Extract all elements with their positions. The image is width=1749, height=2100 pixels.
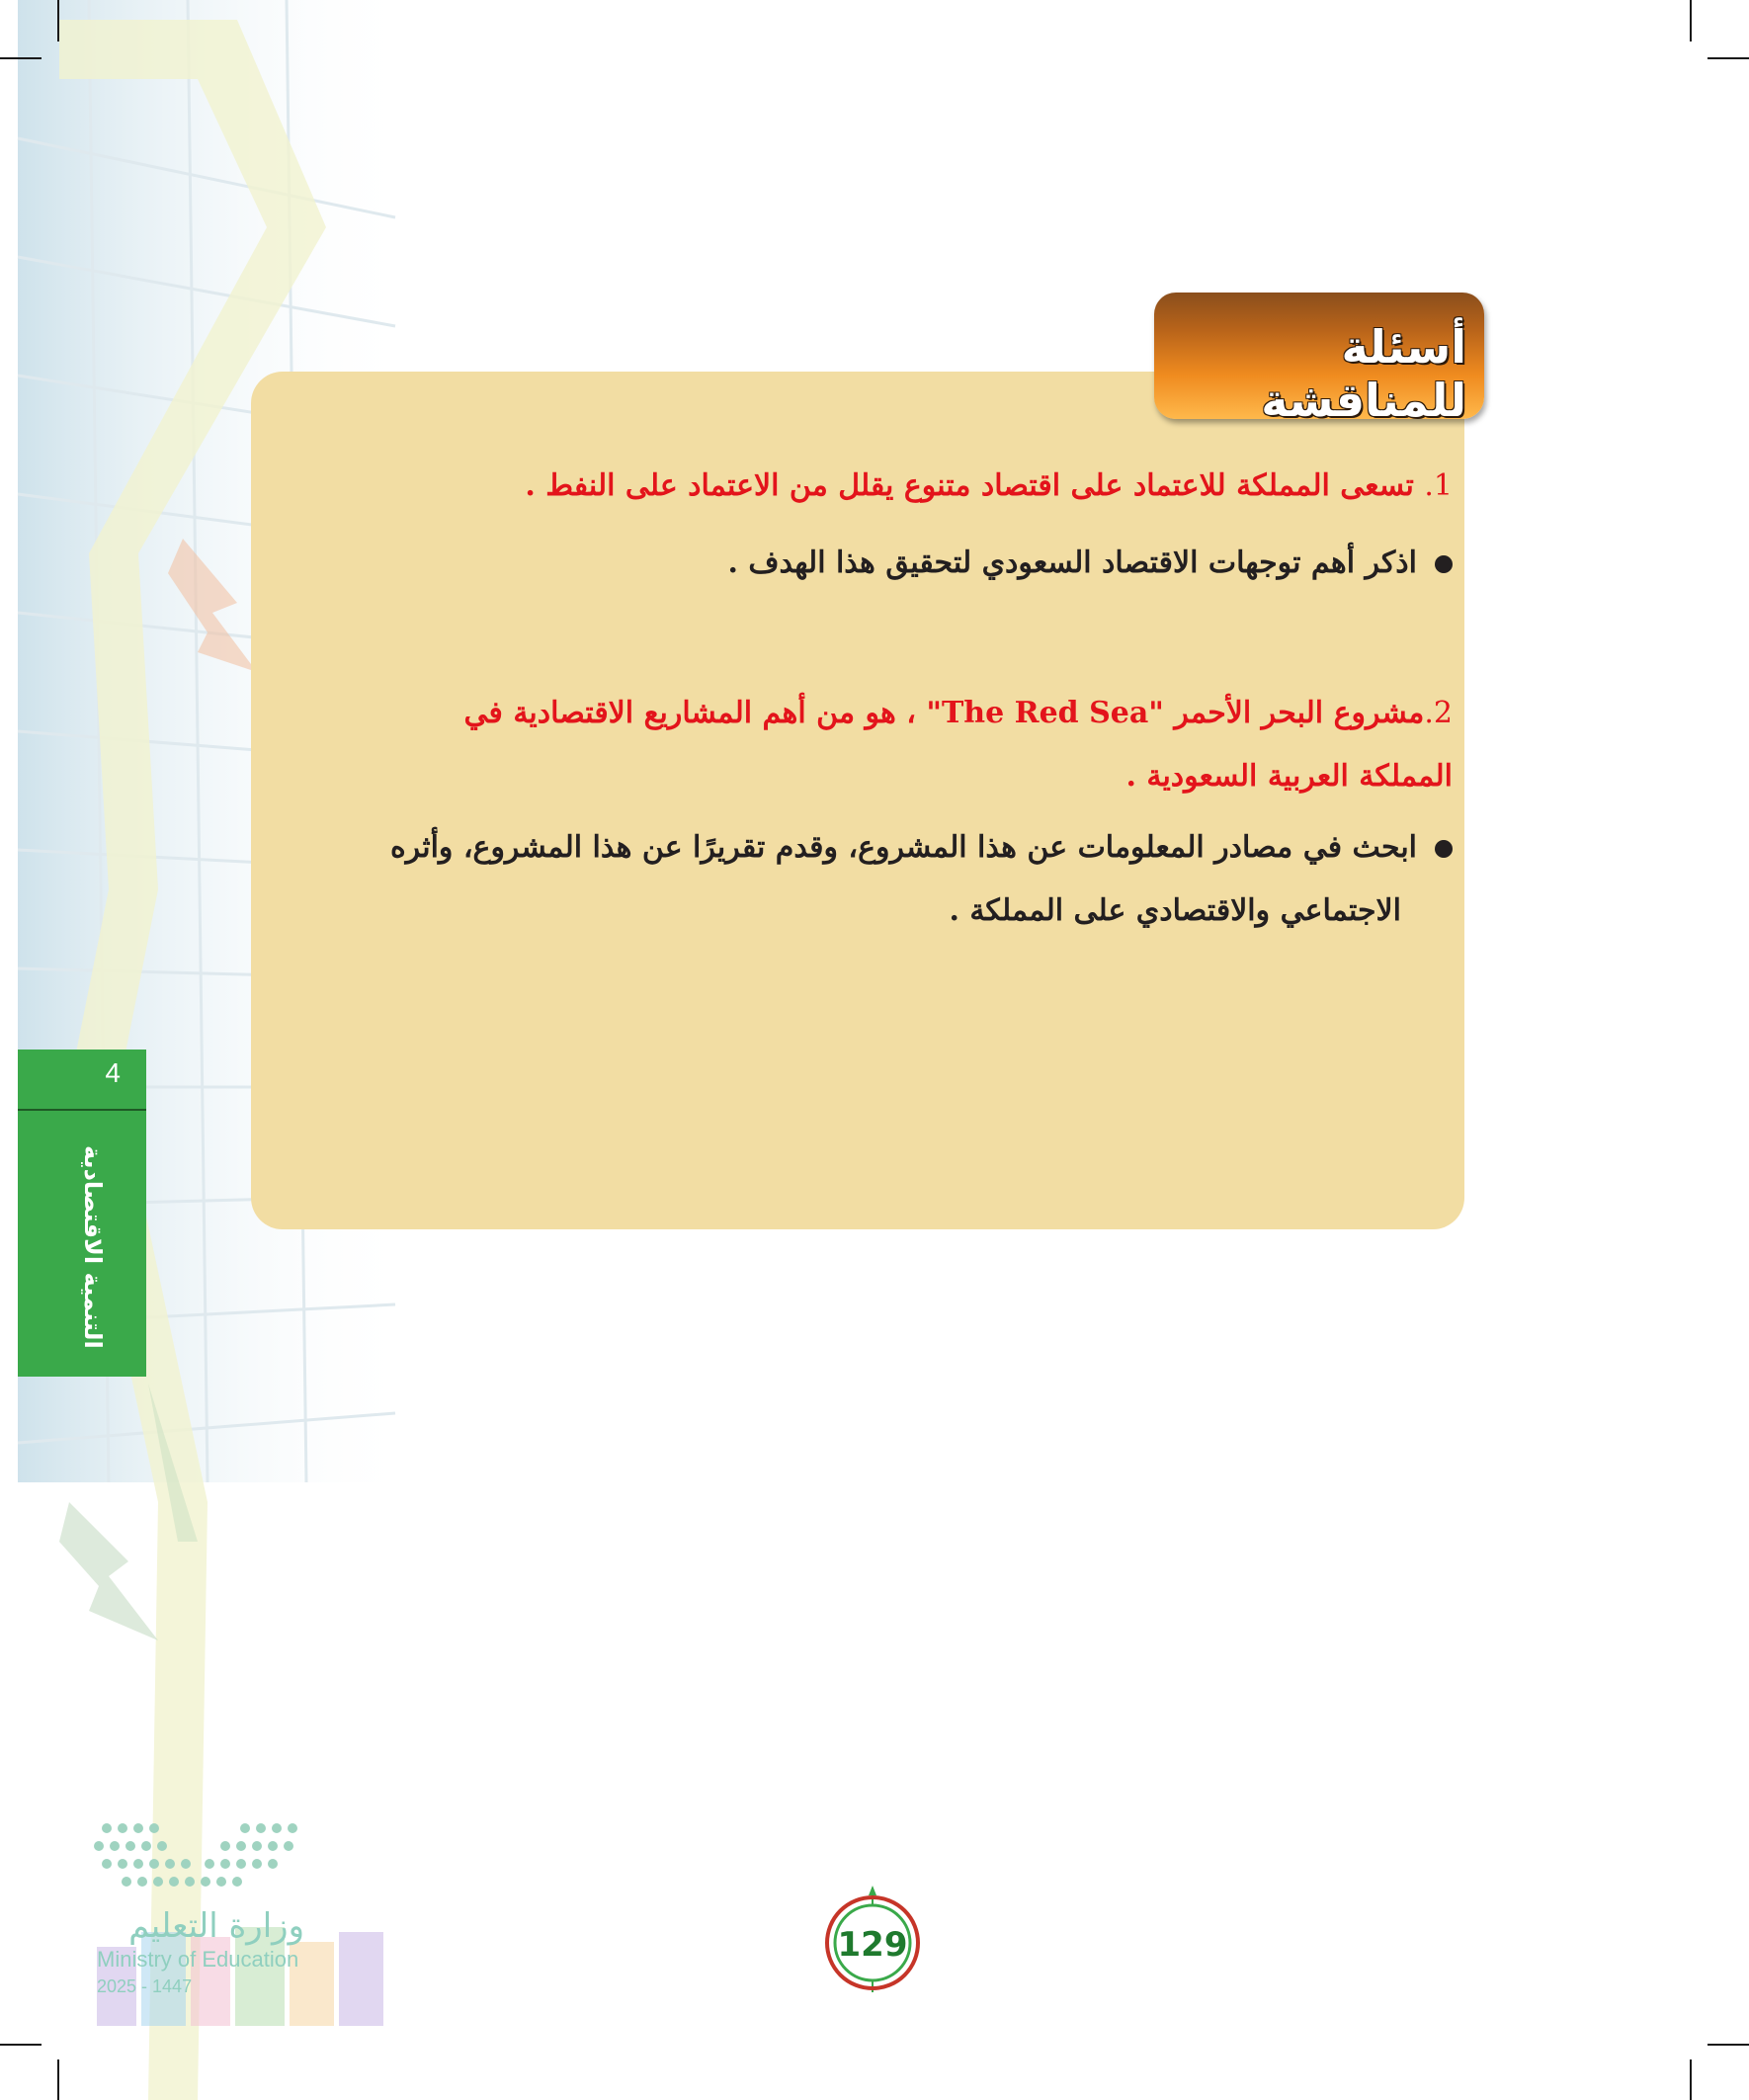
question-2-task xyxy=(306,816,1453,943)
crop-mark xyxy=(1707,57,1749,59)
crop-mark xyxy=(1707,2044,1749,2046)
crop-mark xyxy=(0,57,42,59)
chapter-tab-divider xyxy=(18,1109,146,1111)
question-1-number: 1. xyxy=(1424,468,1453,503)
question-2-prompt xyxy=(346,682,1453,808)
ministry-logo-year: 2025 - 1447 xyxy=(97,1976,193,1996)
page-number-graphic xyxy=(818,1886,927,1994)
crop-mark xyxy=(57,2059,59,2100)
bullet-icon xyxy=(1435,555,1453,573)
page-number-badge xyxy=(818,1886,927,1994)
section-header-title: أسئلة للمناقشة xyxy=(1261,320,1466,427)
question-1-text: تسعى المملكة للاعتماد على اقتصاد متنوع يقلل من الاعتماد على النفط . xyxy=(525,468,1414,503)
bullet-icon xyxy=(1435,840,1453,858)
question-2-number: 2. xyxy=(1424,696,1453,730)
crop-mark xyxy=(1690,0,1692,42)
question-1-task xyxy=(366,532,1453,595)
question-2-task-text-line-1: ابحث في مصادر المعلومات عن هذا المشروع، وقدم تقريرًا عن هذا المشروع، وأثره xyxy=(389,830,1417,865)
ministry-logo-arabic: وزارة التعليم xyxy=(128,1906,304,1946)
crop-mark xyxy=(0,2044,42,2046)
chapter-side-tab xyxy=(18,1050,146,1377)
question-2-task-text-line-2: الاجتماعي والاقتصادي على المملكة . xyxy=(949,893,1401,928)
ministry-logo-graphic xyxy=(87,1818,413,2046)
page-number: 129 xyxy=(837,1925,908,1965)
chapter-number: 4 xyxy=(105,1057,121,1088)
question-2-line-1 xyxy=(346,682,1453,745)
chapter-title: التنمية الاقتصادية xyxy=(79,1145,107,1349)
ministry-logo-english: Ministry of Education xyxy=(97,1947,299,1972)
crop-mark xyxy=(57,0,59,42)
question-2-text-line-1: مشروع البحر الأحمر "The Red Sea" ، هو من أهم المشاريع الاقتصادية في xyxy=(463,696,1425,730)
crop-mark xyxy=(1690,2059,1692,2100)
question-2-task-line-1 xyxy=(306,816,1453,880)
question-1-task-text: اذكر أهم توجهات الاقتصاد السعودي لتحقيق هذا الهدف . xyxy=(727,546,1417,580)
question-2-text-line-2: المملكة العربية السعودية . xyxy=(1125,759,1453,794)
question-1-prompt xyxy=(366,468,1453,503)
section-header-badge xyxy=(1154,293,1484,427)
ministry-of-education-logo xyxy=(87,1818,413,2046)
